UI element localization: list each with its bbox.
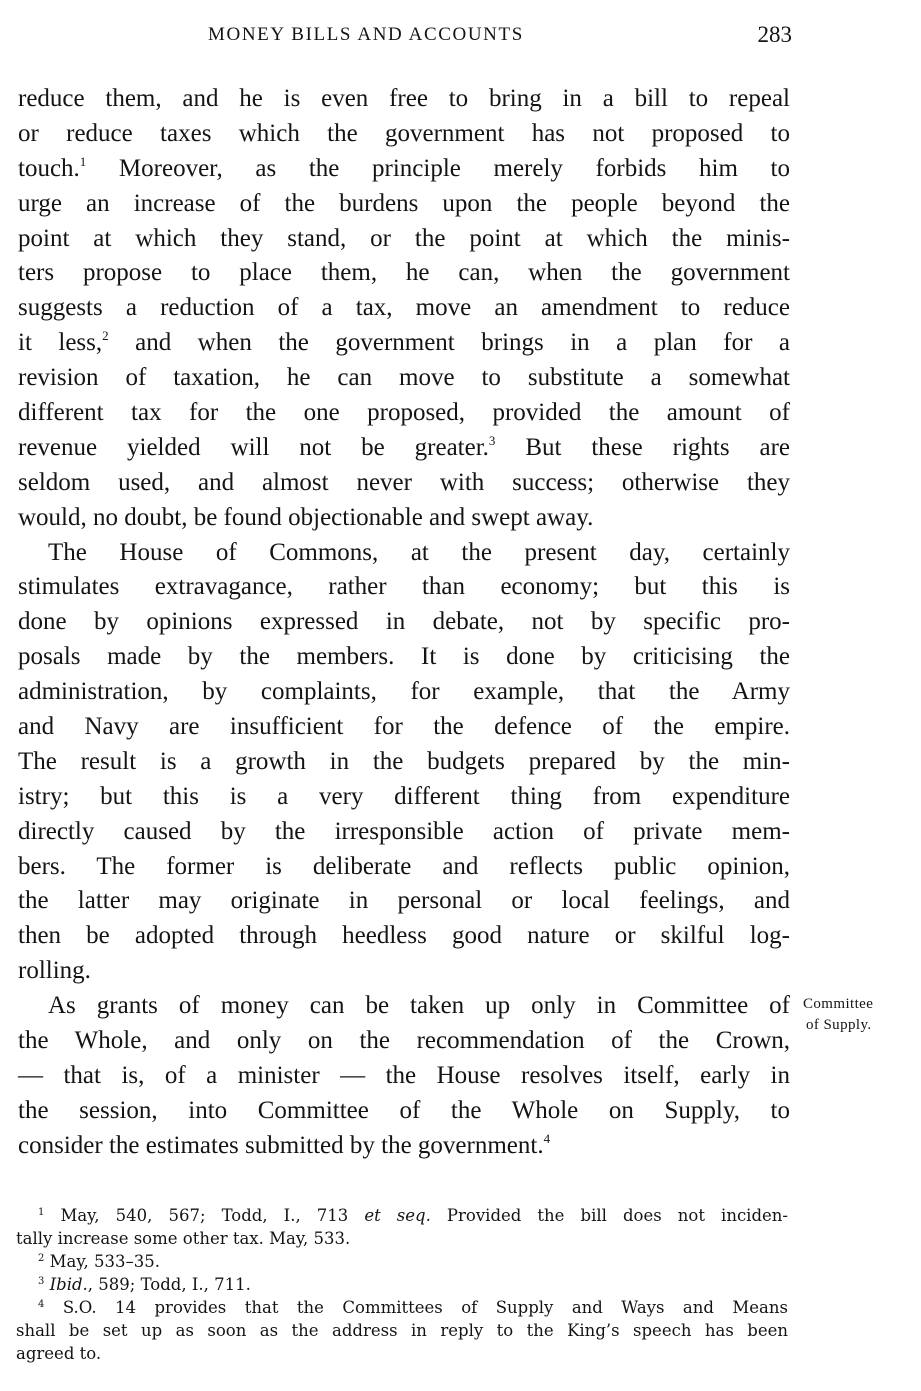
- text-line: As grants of money can be taken up only in Committee of: [48, 992, 790, 1020]
- text-segment: Ibid.: [49, 1275, 88, 1294]
- text-line: and Navy are insufficient for the defence of the empire.: [18, 713, 790, 741]
- text-segment: and when the government brings in a plan for a: [108, 329, 790, 357]
- text-line: the session, into Committee of the Whole on Supply, to: [18, 1096, 790, 1124]
- text-line: done by opinions expressed in debate, not by specific pro-: [18, 608, 790, 636]
- text-segment: et seq.: [364, 1206, 431, 1225]
- page-number: 283: [757, 22, 792, 47]
- marginal-note-line: Committee: [803, 996, 874, 1012]
- footnote-reference: 4: [543, 1130, 551, 1146]
- text-line: point at which they stand, or the point at which the minis-: [18, 224, 790, 252]
- footnote-line: [16, 1250, 788, 1273]
- text-line: or reduce taxes which the government has not proposed to: [18, 119, 790, 147]
- text-line: [18, 431, 790, 466]
- text-segment: Provided the bill does not inciden-: [430, 1206, 788, 1225]
- footnote-mark: 3: [38, 1276, 45, 1287]
- text-line: posals made by the members. It is done by criticising the: [18, 643, 790, 671]
- text-segment: , 589; Todd, I., 711.: [87, 1275, 251, 1294]
- footnote-reference: 3: [488, 432, 496, 448]
- footnote-line: [16, 1296, 788, 1319]
- text-line: bers. The former is deliberate and reflects public opinion,: [18, 852, 790, 880]
- text-line: would, no doubt, be found objectionable and swept away.: [18, 503, 594, 531]
- footnote-mark: 1: [38, 1207, 45, 1218]
- text-segment: consider the estimates submitted by the government.: [18, 1131, 544, 1159]
- footnote-reference: 1: [79, 153, 87, 169]
- text-line: the Whole, and only on the recommendation of the Crown,: [18, 1027, 790, 1055]
- text-segment: Moreover, as the principle merely forbids him to: [86, 154, 790, 182]
- marginal-note-line: of Supply.: [806, 1017, 872, 1033]
- text-line: rolling.: [18, 957, 91, 985]
- text-segment: May, 540, 567; Todd, I., 713: [44, 1206, 365, 1225]
- text-line: — that is, of a minister — the House resolves itself, early in: [18, 1061, 790, 1089]
- text-line: seldom used, and almost never with success; otherwise they: [18, 468, 790, 496]
- text-line: [18, 326, 790, 361]
- footnote-mark: 2: [38, 1253, 45, 1264]
- footnote-line: shall be set up as soon as the address in reply to the King’s speech has been: [16, 1321, 788, 1340]
- text-line: reduce them, and he is even free to bring in a bill to repeal: [18, 85, 790, 112]
- text-segment: May, 533–35.: [44, 1252, 160, 1271]
- footnote-line: [16, 1204, 788, 1227]
- text-segment: touch.: [18, 154, 80, 182]
- text-line: [18, 1129, 790, 1164]
- marginal-note: [803, 994, 915, 1036]
- footnote-reference: 2: [102, 328, 109, 344]
- text-segment: it less,: [18, 329, 103, 357]
- text-line: The result is a growth in the budgets prepared by the min-: [18, 747, 790, 775]
- text-line: suggests a reduction of a tax, move an amendment to reduce: [18, 294, 790, 322]
- text-segment: S.O. 14 provides that the Committees of Supply and Ways and Means: [44, 1298, 788, 1317]
- footnote-mark: 4: [38, 1299, 45, 1310]
- text-line: directly caused by the irresponsible action of private mem-: [18, 817, 790, 845]
- footnote-line: [16, 1273, 788, 1296]
- text-segment: revenue yielded will not be greater.: [18, 433, 489, 461]
- text-line: then be adopted through heedless good nature or skilful log-: [18, 922, 790, 950]
- text-line: administration, by complaints, for example, that the Army: [18, 678, 790, 706]
- footnote-line: tally increase some other tax. May, 533.: [16, 1229, 351, 1248]
- footnotes: [16, 1204, 788, 1365]
- text-line: revision of taxation, he can move to substitute a somewhat: [18, 364, 790, 392]
- text-line: urge an increase of the burdens upon the people beyond the: [18, 189, 790, 217]
- text-line: ters propose to place them, he can, when the government: [18, 259, 790, 287]
- text-line: stimulates extravagance, rather than economy; but this is: [18, 573, 790, 601]
- text-segment: But these rights are: [495, 433, 790, 461]
- text-line: The House of Commons, at the present day, certainly: [48, 538, 790, 566]
- text-line: istry; but this is a very different thing from expenditure: [18, 782, 790, 810]
- body-text: [18, 82, 790, 1164]
- text-line: the latter may originate in personal or local feelings, and: [18, 887, 790, 915]
- running-title: MONEY BILLS AND ACCOUNTS: [208, 24, 524, 45]
- text-line: different tax for the one proposed, provided the amount of: [18, 399, 790, 427]
- running-head: [16, 20, 792, 50]
- text-line: [18, 152, 790, 187]
- footnote-line: agreed to.: [16, 1344, 102, 1363]
